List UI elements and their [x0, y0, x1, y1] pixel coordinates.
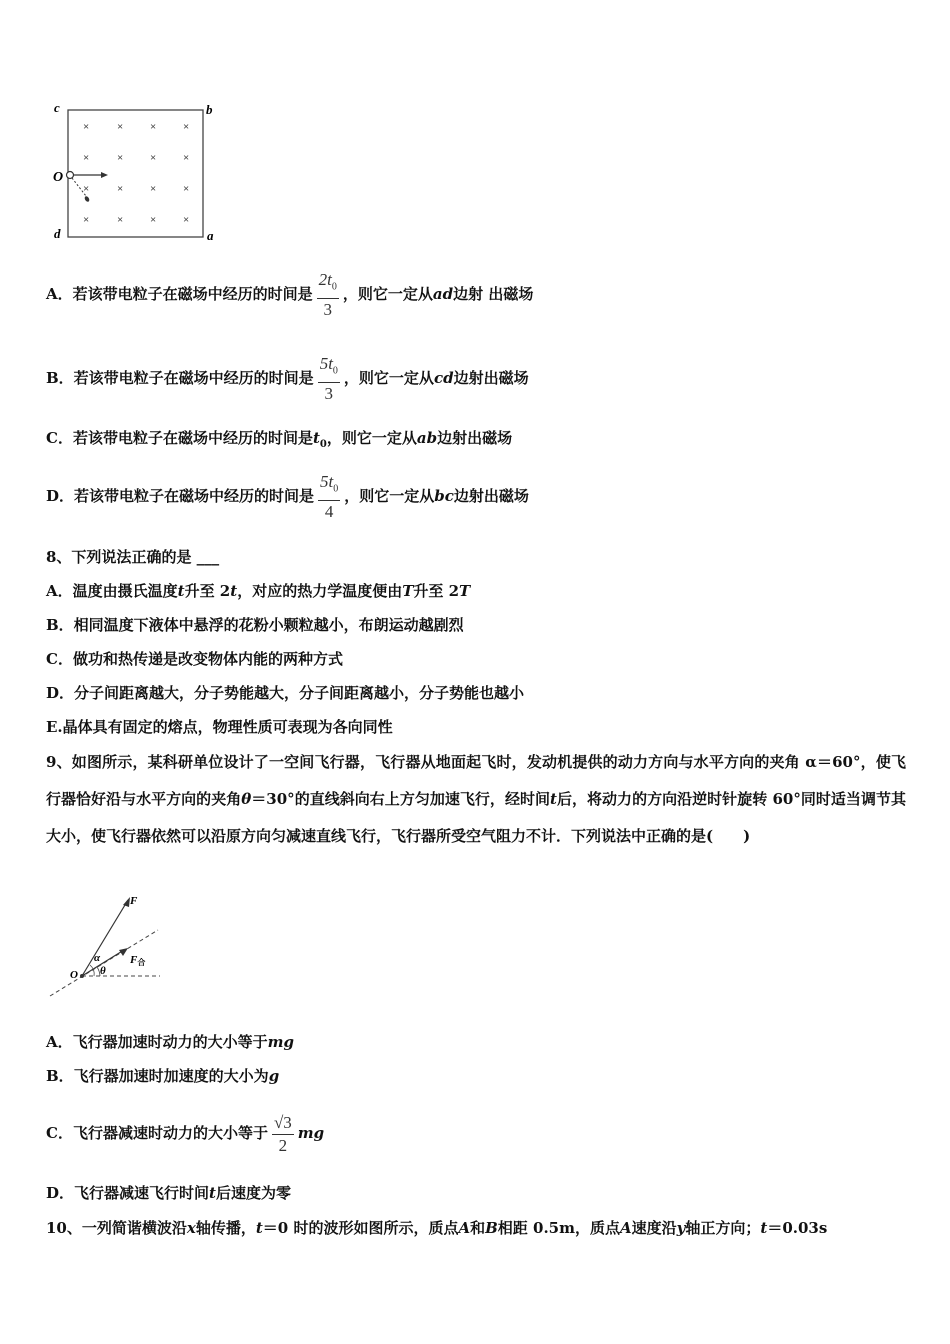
q8-option-e: E.晶体具有固定的熔点，物理性质可表现为各向同性 — [46, 718, 393, 736]
field-cross-mark: × — [83, 152, 90, 164]
q8-stem: 8、下列说法正确的是 ___ — [46, 548, 220, 566]
q8-option-a: A．温度由摄氏温度t升至 2t，对应的热力学温度便由T升至 2T — [46, 582, 471, 600]
force-diagram — [46, 890, 176, 1005]
field-cross-mark: × — [83, 183, 90, 195]
field-cross-mark: × — [183, 214, 190, 226]
q9-option-c: C．飞行器减速时动力的大小等于 $\frac{√3}{2}$ mg — [46, 1112, 325, 1155]
q7-option-c: C．若该带电粒子在磁场中经历的时间是$t_0$，则它一定从ab边射出磁场 — [46, 429, 513, 450]
q8-option-b: B．相同温度下液体中悬浮的花粉小颗粒越小，布朗运动越剧烈 — [46, 616, 464, 634]
q7-option-a: A．若该带电粒子在磁场中经历的时间是 $\frac{2t_0}{3}$ ，则它一定从ad边射 出磁场 — [46, 269, 534, 320]
q9-option-a: A．飞行器加速时动力的大小等于mg — [46, 1033, 295, 1051]
corner-label-c: c — [54, 100, 60, 115]
field-cross-mark: × — [183, 183, 190, 195]
angle-label-alpha: α — [94, 952, 101, 964]
net-force-label: F合 — [130, 954, 146, 967]
fraction: $\frac{5t_0}{4}$ — [320, 471, 339, 522]
q9-option-d: D．飞行器减速飞行时间t后速度为零 — [46, 1184, 291, 1202]
q7-option-b: B．若该带电粒子在磁场中经历的时间是 $\frac{5t_0}{3}$ ，则它一定从cd边射出磁场 — [46, 353, 529, 404]
corner-label-d: d — [54, 226, 61, 241]
corner-label-b: b — [206, 102, 213, 117]
q8-option-c: C．做功和热传递是改变物体内能的两种方式 — [46, 650, 343, 668]
field-cross-mark: × — [83, 121, 90, 133]
field-cross-mark: × — [117, 214, 124, 226]
force-label-f: F — [130, 895, 138, 907]
q7-option-d: D．若该带电粒子在磁场中经历的时间是 $\frac{5t_0}{4}$ ，则它一定从bc边射出磁场 — [46, 471, 529, 522]
field-cross-mark: × — [150, 121, 157, 133]
q8-option-d: D．分子间距离越大，分子势能越大，分子间距离越小，分子势能也越小 — [46, 684, 525, 702]
angle-label-theta: θ — [100, 965, 106, 977]
field-cross-mark: × — [83, 214, 90, 226]
field-cross-mark: × — [117, 152, 124, 164]
field-cross-mark: × — [117, 183, 124, 195]
q9-stem: 9、如图所示，某科研单位设计了一空间飞行器，飞行器从地面起飞时，发动机提供的动力方向与水平方向的夹角 α＝60°，使飞行器恰好沿与水平方向的夹角θ＝30°的直线斜向右上方匀加速飞行，经时间t后，将动力的方向沿逆时针旋转 60°同时适当调节其大小，使飞行器依然可以沿原方向匀减速直线飞行，飞行器所受空气阻力不计．下列说法中正确的是( ) — [46, 753, 906, 845]
origin-label-o: O — [70, 969, 78, 981]
field-cross-mark: × — [150, 214, 157, 226]
field-cross-mark: × — [117, 121, 124, 133]
magnetic-field-figure — [50, 100, 230, 250]
q10-stem: 10、一列简谐横波沿x轴传播，t＝0 时的波形如图所示，质点A和B相距 0.5m，质点A速度沿y轴正方向；t＝0.03s — [46, 1219, 828, 1237]
field-cross-mark: × — [183, 152, 190, 164]
origin-label-o: O — [53, 170, 64, 185]
corner-label-a: a — [207, 228, 214, 243]
fraction: $\frac{√3}{2}$ — [273, 1112, 292, 1155]
q9-option-b: B．飞行器加速时加速度的大小为g — [46, 1067, 280, 1085]
field-cross-mark: × — [150, 152, 157, 164]
fraction: $\frac{5t_0}{3}$ — [319, 353, 338, 404]
field-cross-mark: × — [150, 183, 157, 195]
fraction: $\frac{2t_0}{3}$ — [318, 269, 337, 320]
field-cross-mark: × — [183, 121, 190, 133]
